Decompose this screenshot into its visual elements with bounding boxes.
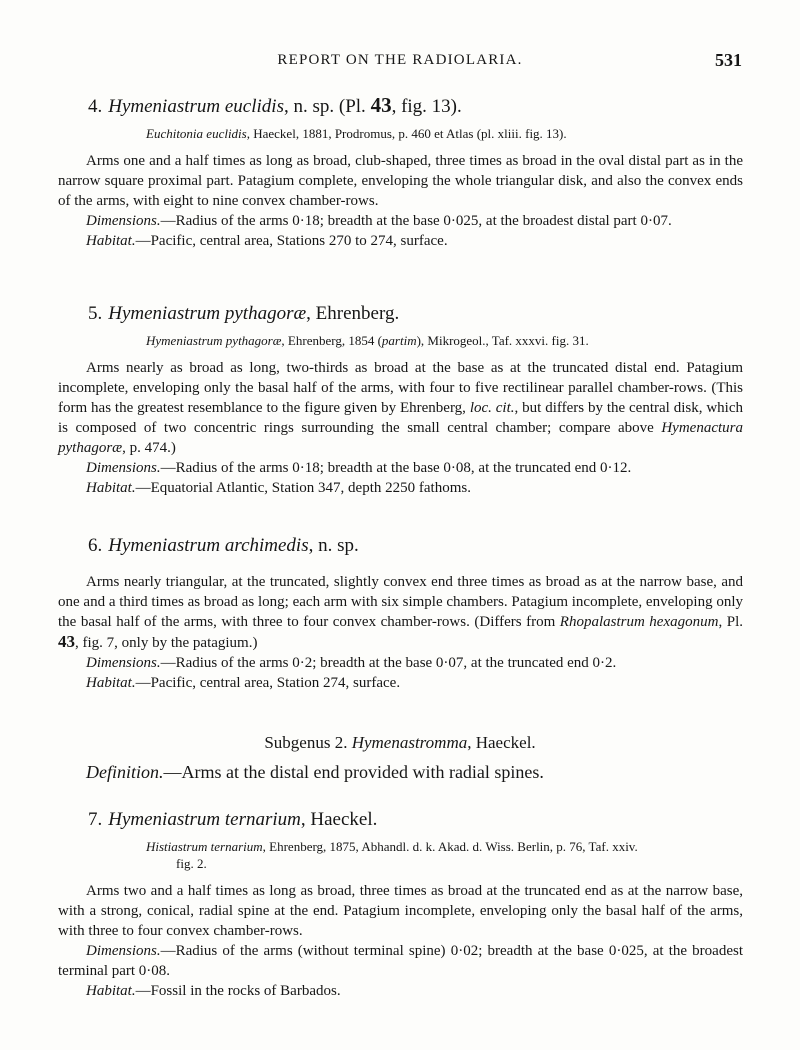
definition-label: Definition. xyxy=(86,762,164,782)
synonym-ref-cont: fig. 2. xyxy=(176,856,207,871)
page-number: 531 xyxy=(715,50,742,70)
species-title xyxy=(88,534,743,558)
habitat-label: Habitat. xyxy=(86,675,136,691)
habitat-label: Habitat. xyxy=(86,480,136,496)
subgenus-number: Subgenus 2. xyxy=(264,733,352,752)
species-number: 6. xyxy=(88,535,103,556)
synonym-name: Hymeniastrum pythagoræ xyxy=(146,333,282,348)
dimensions-text: —Radius of the arms 0·18; breadth at the base 0·08, at the truncated end 0·12. xyxy=(160,460,632,476)
dimensions-text: —Radius of the arms 0·18; breadth at the base 0·025, at the broadest distal part 0·07. xyxy=(160,213,672,229)
species-name: Hymeniastrum ternarium xyxy=(108,809,301,830)
synonym-ref-end: ), Mikrogeol., Taf. xxxvi. fig. 31. xyxy=(416,333,589,348)
synonym-partim: partim xyxy=(381,333,417,348)
species-name: Hymeniastrum euclidis xyxy=(108,96,284,117)
dimensions-text: —Radius of the arms (without terminal spine) 0·02; breadth at the base 0·025, at the broadest terminal part 0·08. xyxy=(58,943,743,979)
dimensions xyxy=(58,458,743,478)
synonymy xyxy=(146,332,743,349)
habitat xyxy=(86,478,743,498)
synonym-ref: , Haeckel, 1881, Prodromus, p. 460 et Atlas (pl. xliii. fig. 13). xyxy=(246,126,567,141)
species-number: 7. xyxy=(88,809,103,830)
dimensions xyxy=(58,211,743,231)
habitat-text: —Fossil in the rocks of Barbados. xyxy=(135,983,341,999)
species-authority: , n. sp. xyxy=(308,535,359,556)
habitat xyxy=(86,231,743,251)
species-entry-5 xyxy=(58,302,743,498)
species-number: 4. xyxy=(88,96,103,117)
species-authority: , n. sp. (Pl. xyxy=(283,96,371,117)
description-part: Arms nearly triangular, at the truncated, slightly convex end three times as broad as at the narrow base, and one and a third times as broad as long; each arm with six simple chambers. Patagium incomplete, enveloping only the basal half of the arms, with three to four convex chamber-rows. (Differs from xyxy=(58,574,743,630)
subgenus-authority: , Haeckel. xyxy=(467,733,536,752)
habitat xyxy=(86,673,743,693)
species-authority: , Haeckel. xyxy=(300,809,378,830)
citation-loc-cit: loc. cit. xyxy=(469,400,515,416)
synonymy xyxy=(146,125,743,142)
species-title xyxy=(88,302,743,326)
synonym-ref: , Ehrenberg, 1875, Abhandl. d. k. Akad. d. Wiss. Berlin, p. 76, Taf. xxiv. xyxy=(262,839,638,854)
species-name: Hymeniastrum pythagoræ xyxy=(108,303,307,324)
species-name: Hymeniastrum archimedis xyxy=(108,535,309,556)
figure-ref: , fig. 13). xyxy=(391,96,462,117)
description: Arms two and a half times as long as broad, three times as broad at the truncated end as at the narrow base, with a strong, conical, radial spine at the end. Patagium incomplete, enveloping only the basal half of the arms, with three to four convex chamber-rows. xyxy=(58,883,743,939)
description: Arms one and a half times as long as broad, club-shaped, three times as broad in the oval distal part as in the narrow square proximal part. Patagium complete, enveloping the whole triangular disk, and also the convex ends of the arms, with eight to nine convex chamber-rows. xyxy=(58,153,743,209)
species-number: 5. xyxy=(88,303,103,324)
dimensions xyxy=(58,653,743,673)
dimensions-label: Dimensions. xyxy=(86,655,161,671)
dimensions-label: Dimensions. xyxy=(86,460,161,476)
species-entry-4 xyxy=(58,93,743,251)
dimensions-text: —Radius of the arms 0·2; breadth at the base 0·07, at the truncated end 0·2. xyxy=(160,655,617,671)
description-part: , Pl. xyxy=(718,614,744,630)
plate-number: 43 xyxy=(370,93,392,117)
habitat-text: —Pacific, central area, Stations 270 to 274, surface. xyxy=(135,233,448,249)
dimensions xyxy=(58,941,743,981)
description xyxy=(58,572,743,653)
subgenus-heading xyxy=(0,733,800,753)
definition-text: —Arms at the distal end provided with radial spines. xyxy=(163,762,544,782)
page-header xyxy=(0,50,800,74)
description-part: , p. 474.) xyxy=(122,440,176,456)
species-entry-7 xyxy=(58,808,743,1001)
synonymy xyxy=(146,838,743,872)
plate-number: 43 xyxy=(58,632,75,651)
species-title xyxy=(88,808,743,832)
dimensions-label: Dimensions. xyxy=(86,213,161,229)
description-part: Arms nearly as broad as long, two-thirds as broad at the base as at the truncated distal end. Patagium incomplete, enveloping only the basal half of the arms, with four to five rectilinear parallel chamber-rows. (This form has the greatest resemblance to the figure given by Ehrenberg, xyxy=(58,360,743,416)
description-part: , fig. 7, only by the patagium.) xyxy=(75,635,258,651)
species-entry-6 xyxy=(58,534,743,693)
habitat-text: —Pacific, central area, Station 274, surface. xyxy=(135,675,401,691)
description-part: , but differs by the central disk, which is composed of two concentric rings surrounding the small central chamber; compare above xyxy=(58,400,743,436)
synonym-name: Histiastrum ternarium xyxy=(146,839,263,854)
description xyxy=(58,358,743,458)
subgenus-definition xyxy=(86,762,544,783)
habitat xyxy=(86,981,743,1001)
synonym-name: Euchitonia euclidis xyxy=(146,126,247,141)
habitat-label: Habitat. xyxy=(86,983,136,999)
species-authority: , Ehrenberg. xyxy=(306,303,400,324)
dimensions-label: Dimensions. xyxy=(86,943,161,959)
synonym-ref: , Ehrenberg, 1854 ( xyxy=(281,333,382,348)
habitat-text: —Equatorial Atlantic, Station 347, depth 2250 fathoms. xyxy=(135,480,471,496)
subgenus-name: Hymenastromma xyxy=(351,733,468,752)
running-head: REPORT ON THE RADIOLARIA. xyxy=(277,52,523,68)
species-title xyxy=(88,93,743,119)
habitat-label: Habitat. xyxy=(86,233,136,249)
cross-ref-name: Hymenactura pythagoræ xyxy=(58,420,743,456)
cross-ref-name: Rhopalastrum hexagonum xyxy=(559,614,719,630)
